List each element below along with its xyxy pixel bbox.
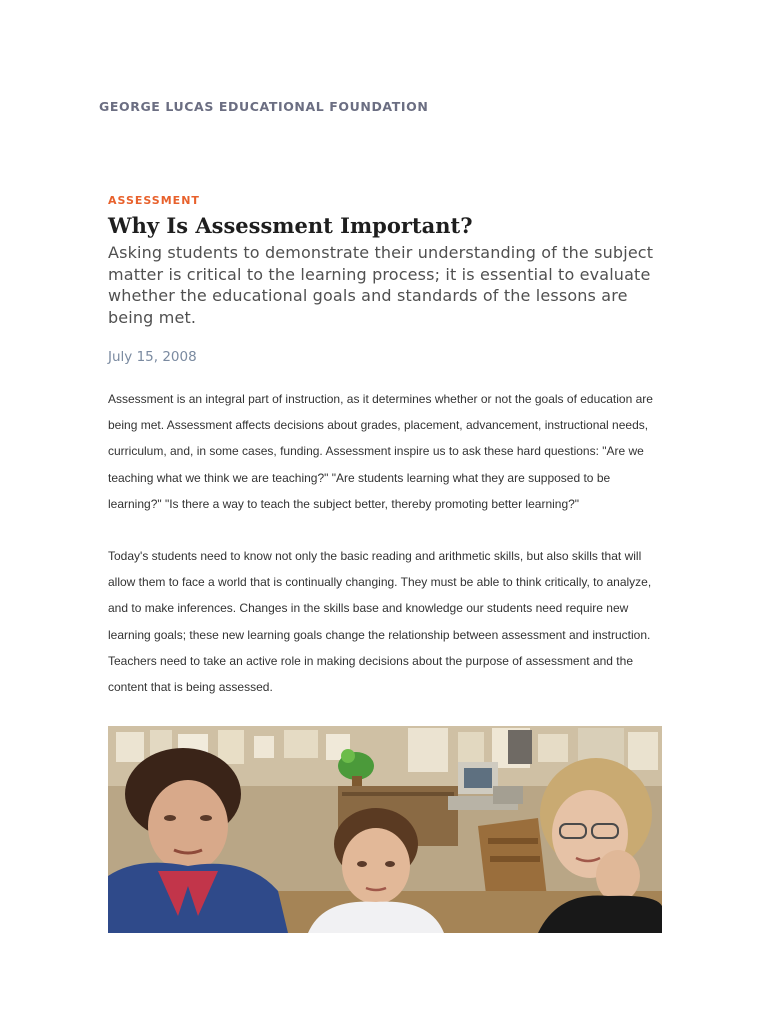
article xyxy=(108,194,663,700)
article-subtitle: Asking students to demonstrate their understanding of the subject matter is critical to the learning process; it is essential to evaluate whether the educational goals and standards of the lessons are being met. xyxy=(108,243,654,327)
article-paragraph-2: Today's students need to know not only the basic reading and arithmetic skills, but also skills that will allow them to face a world that is continually changing. They must be able to think critically, to analyze, and to make inferences. Changes in the skills base and knowledge our students need require new learning goals; these new learning goals change the relationship between assessment and instruction. Teachers need to take an active role in making decisions about the purpose of assessment and the content that is being assessed. xyxy=(108,549,652,695)
article-title: Why Is Assessment Important? xyxy=(108,213,473,238)
classroom-photo xyxy=(108,726,662,933)
article-paragraph-1: Assessment is an integral part of instruction, as it determines whether or not the goals of education are being met. Assessment affects decisions about grades, placement, advancement, instructional needs, curriculum, and, in some cases, funding. Assessment inspire us to ask these hard questions: "Are we teaching what we think we are teaching?" "Are students learning what they are supposed to be learning?" "Is there a way to teach the subject better, thereby promoting better learning?" xyxy=(108,392,653,511)
category-label[interactable]: ASSESSMENT xyxy=(108,194,200,207)
article-date: July 15, 2008 xyxy=(108,349,197,365)
foundation-brand[interactable]: GEORGE LUCAS EDUCATIONAL FOUNDATION xyxy=(99,99,429,114)
